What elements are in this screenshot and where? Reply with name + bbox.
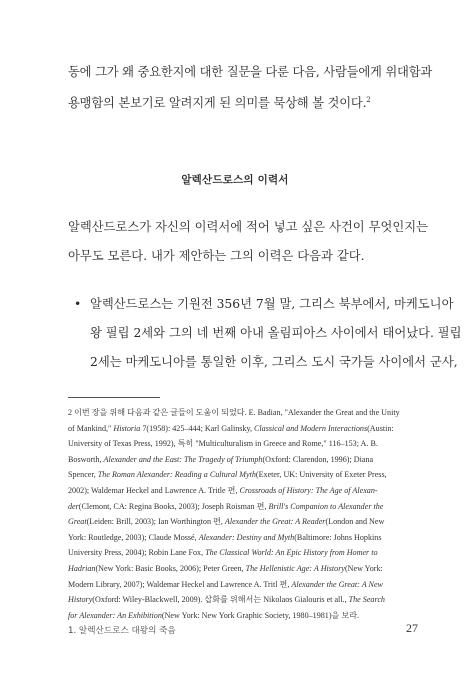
footnote-line [68,514,418,530]
footnote-text: (Oxford: Clarendon, 1996); Diana [262,454,374,464]
footnote-text: University Press, 2004); Robin Lane Fox, [68,548,206,558]
footnote-divider [68,397,160,398]
footnote-text: York: Routledge, 2003); Claude Mossé, [68,532,199,542]
footnote-title-italic: Alexander the Great: A Reader [224,517,326,527]
text-line: 알렉산드로스가 자신의 이력서에 적어 넣고 싶은 사건이 무엇인지는 [68,220,428,234]
footnote-text: (London and New [325,517,385,527]
footnote-title-italic: der [68,501,79,511]
text-line: 아무도 모른다. 내가 제안하는 그의 이력은 다음과 같다. [68,249,365,263]
text-line-content: 용맹함의 본보기로 알려지게 된 의미를 묵상해 볼 것이다. [68,96,367,110]
footnote-title-italic: Alexander and the East: The Tragedy of Triumph [103,454,263,464]
footnote-marker[interactable]: 2 [366,96,371,104]
text-line: 2세는 마케도니아를 통일한 이후, 그리스 도시 국가들 사이에서 군사, [90,355,458,369]
footnote-title-italic: Alexander: Destiny and Myth [198,532,295,542]
footnote-text: Bosworth, [68,454,104,464]
footnote-text: Spencer, [68,470,98,480]
footnote-title-italic: The Classical World: An Epic History from Homer to [205,548,378,558]
footnote-title-italic: The Roman Alexander: Reading a Cultural Myth [97,470,256,480]
footnote-text: 2002); Waldemar Heckel and Lawrence A. Tritle 편, [68,485,240,495]
footnote-line [68,577,418,593]
footnote-text: (Exeter, UK: University of Exeter Press, [255,470,387,480]
footnote-line [68,436,418,452]
text-line [68,86,418,117]
running-footer-chapter: 1. 알렉산드로스 대왕의 죽음 [68,626,176,636]
footnote-title-italic: The Hellenistic Age: A History [245,563,345,573]
text-line: 동에 그가 왜 중요한지에 대한 질문을 다룬 다음, 사람들에게 위대함과 [68,65,433,79]
footnote-line [68,499,418,515]
footnote-title-italic: Alexander the Great: A New [291,579,383,589]
footnote-title-italic: Great [68,517,87,527]
footnote-text: 7(1958): 425–444; Karl Galinsky, [140,423,255,433]
footnote-line [68,421,418,437]
footnote-title-italic: Historia [113,423,141,433]
footnote-text: (New York: [344,563,383,573]
bullet-marker: • [74,297,82,311]
section-heading: 알렉산드로스의 이력서 [181,174,289,186]
footnote-text: (Austin: [367,423,394,433]
footnote-text: of Mankind," [68,423,114,433]
footnote-title-italic: History [68,595,93,605]
text-line: 알렉산드로스는 기원전 356년 7월 말, 그리스 북부에서, 마케도니아 [90,297,454,311]
footnote-line [68,561,418,577]
footnote-title-italic: Classical and Modern Interactions [254,423,368,433]
footnote-text: University of Texas Press, 1992), 특히 "Multiculturalism in Greece and Rome," 116–153; A. B. [68,439,378,449]
bullet-item [74,290,462,377]
footnote-text: (Baltimore: Johns Hopkins [294,532,382,542]
footnote-line [68,452,418,468]
footnote-text: (Clemont, CA: Regina Books, 2003); Joseph Roisman 편, [78,501,269,511]
footnote-title-italic: Brill's Companion to Alexander the [268,501,384,511]
footnote-title-italic: The Search [348,595,385,605]
footnote-title-italic: for Alexander: An Exhibition [68,610,162,620]
footnote-line [68,545,418,561]
text-line: 왕 필립 2세와 그의 네 번째 아내 올림피아스 사이에서 태어났다. 필립 [90,326,462,340]
footnote-line [68,483,418,499]
footnote-text: Modern Library, 2007); Waldemar Heckel and Lawrence A. Tritl 편, [68,579,292,589]
footnote-title-italic: Hadrian [68,563,96,573]
footnote-line [68,405,418,421]
footnote-text: (New York: Basic Books, 2006); Peter Green, [95,563,246,573]
footnote-text: (Oxford: Wiley-Blackwell, 2009). 삽화를 위해서는 Nikolaos Gialouris et all., [92,595,349,605]
footnote-line [68,467,418,483]
intro-paragraph [68,58,433,117]
footnote-line [68,608,418,624]
body-paragraph [68,213,428,271]
footnote-line [68,530,418,546]
footnote-text: (Leiden: Brill, 2003); Ian Worthington 편, [86,517,225,527]
footnote [68,405,418,623]
page-number: 27 [406,621,418,635]
footnote-text: (New York: New York Graphic Society, 1980–1981)을 보라. [161,610,360,620]
footnote-line [68,592,418,608]
footnote-text: 2 이번 장을 위해 다음과 같은 글들이 도움이 되었다. E. Badian, "Alexander the Great and the Unity [68,408,400,417]
footnote-title-italic: Crossroads of History: The Age of Alexan- [239,485,378,495]
